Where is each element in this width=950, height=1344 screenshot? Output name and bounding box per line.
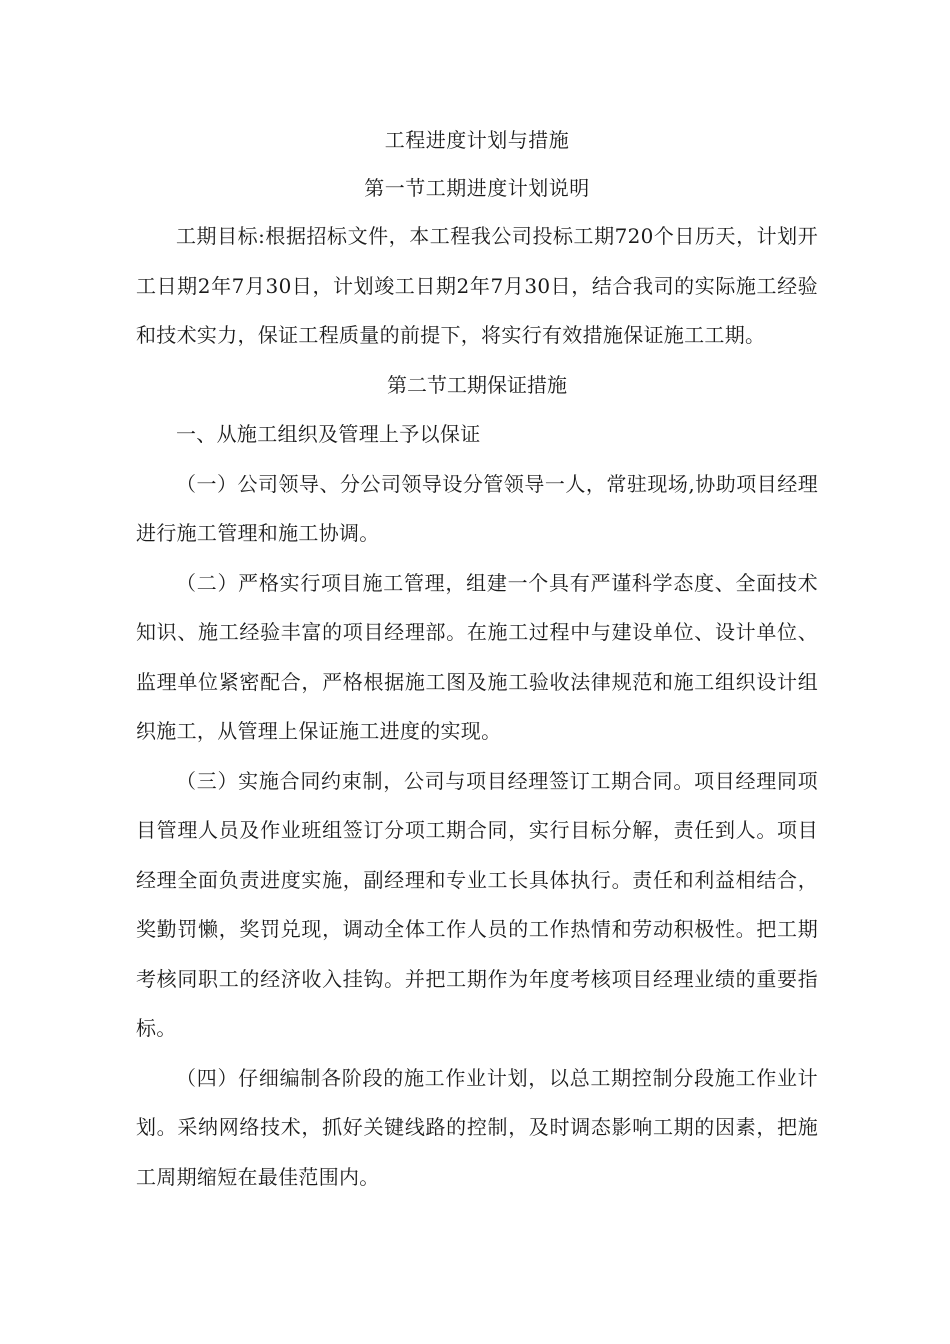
item-paragraph-3: （三）实施合同约束制，公司与项目经理签订工期合同。项目经理同项目管理人员及作业班组签订分项工期合同，实行目标分解，责任到人。项目经理全面负责进度实施，副经理和专业工长具体执行。责任和利益相结合，奖勤罚懒，奖罚兑现，调动全体工作人员的工作热情和劳动积极性。把工期考核同职工的经济收入挂钩。并把工期作为年度考核项目经理业绩的重要指标。 [136,768,818,1040]
item-paragraph-1: （一）公司领导、分公司领导设分管领导一人，常驻现场,协助项目经理进行施工管理和施工协调。 [136,471,818,545]
item-paragraph-2: （二）严格实行项目施工管理，组建一个具有严谨科学态度、全面技术知识、施工经验丰富的项目经理部。在施工过程中与建设单位、设计单位、监理单位紧密配合，严格根据施工图及施工验收法律规范和施工组织设计组织施工，从管理上保证施工进度的实现。 [136,570,818,743]
section1-paragraph: 工期目标:根据招标文件，本工程我公司投标工期720个日历天，计划开工日期2年7月30日，计划竣工日期2年7月30日，结合我司的实际施工经验和技术实力，保证工程质量的前提下，将实行有效措施保证施工工期。 [136,224,818,347]
document-title: 工程进度计划与措施 [384,128,570,152]
section1-heading: 第一节工期进度计划说明 [364,176,590,200]
item-paragraph-4: （四）仔细编制各阶段的施工作业计划，以总工期控制分段施工作业计划。采纳网络技术，抓好关键线路的控制，及时调态影响工期的因素，把施工周期缩短在最佳范围内。 [136,1065,818,1189]
subheading-organization: 一、从施工组织及管理上予以保证 [176,422,481,446]
document-body [136,118,818,1202]
section2-heading: 第二节工期保证措施 [387,372,567,397]
